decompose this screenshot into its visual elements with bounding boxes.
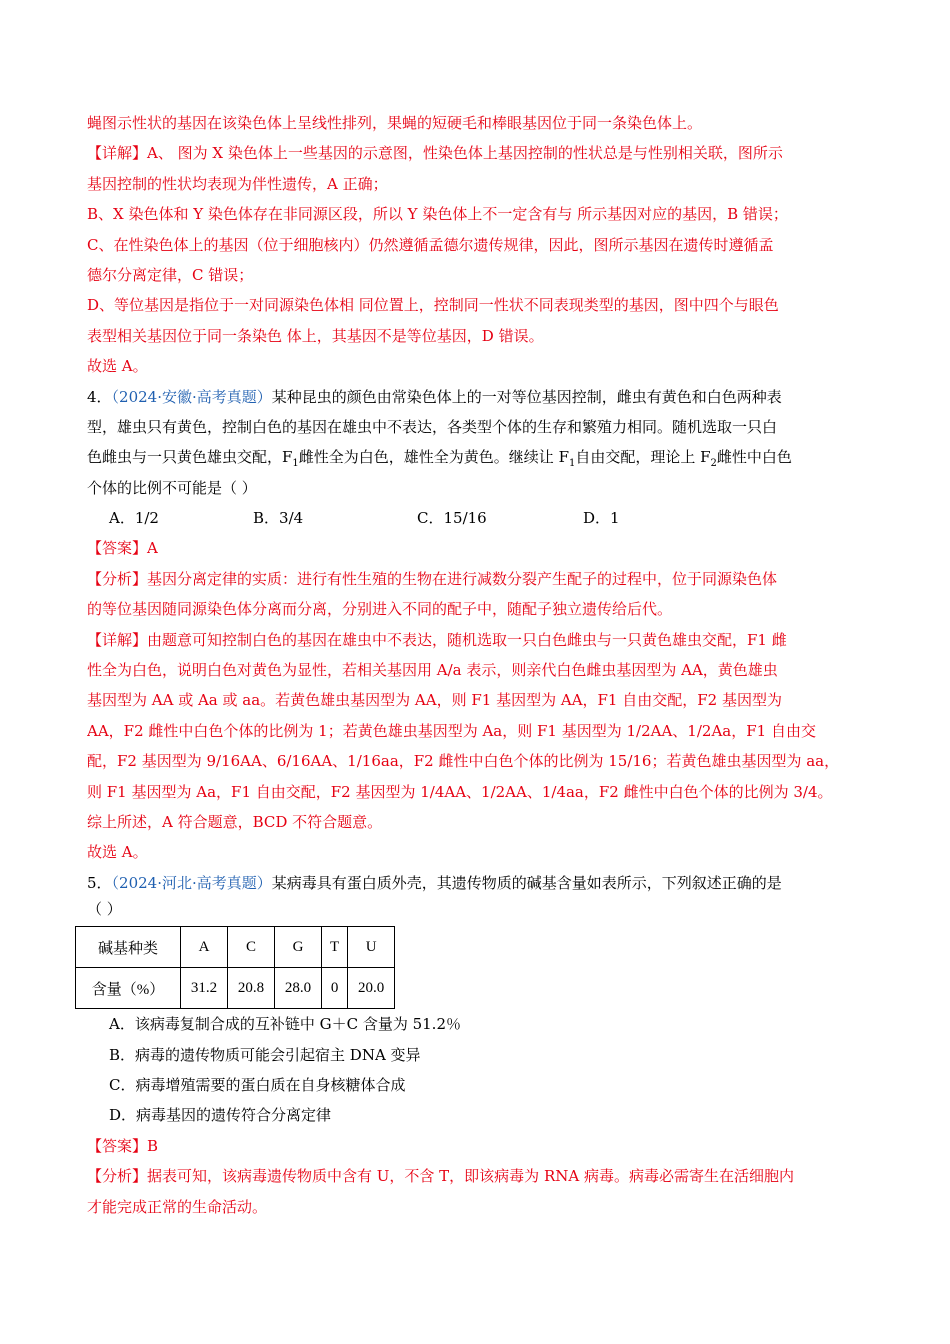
q4-stem-text: 雌性中白色 xyxy=(716,448,792,467)
table-cell: T xyxy=(322,927,348,968)
q4-detail-line: AA，F2 雌性中白色个体的比例为 1；若黄色雄虫基因型为 Aa，则 F1 基因型为 1/2AA、1/2Aa，F1 自由交 xyxy=(87,721,816,740)
q4-stem-text: 某种昆虫的颜色由常染色体上的一对等位基因控制，雌虫有黄色和白色两种表 xyxy=(271,387,782,406)
q4-option-a: A．1/2 xyxy=(109,509,159,528)
q4-stem-text: 自由交配，理论上 F xyxy=(575,448,711,467)
table-row xyxy=(76,968,395,1009)
table-cell: U xyxy=(348,927,395,968)
q3-detail-line: C、在性染色体上的基因（位于细胞核内）仍然遵循孟德尔遗传规律，因此，图所示基因在遗传时遵循孟 xyxy=(87,235,774,254)
table-cell: 28.0 xyxy=(275,968,322,1009)
q4-stem-line: 型，雄虫只有黄色，控制白色的基因在雄虫中不表达，各类型个体的生存和繁殖力相同。随机选取一只白 xyxy=(87,417,778,436)
q3-detail-line: 表型相关基因位于同一条染色 体上，其基因不是等位基因，D 错误。 xyxy=(87,326,544,345)
q4-option-b: B．3/4 xyxy=(253,509,304,528)
table-cell: 31.2 xyxy=(181,968,228,1009)
subscript: 1 xyxy=(292,458,299,470)
q4-source: （2024·安徽·高考真题） xyxy=(111,387,272,406)
table-cell: 碱基种类 xyxy=(76,927,181,968)
q5-stem-text: 某病毒具有蛋白质外壳，其遗传物质的碱基含量如表所示，下列叙述正确的是 xyxy=(271,873,782,892)
q3-detail-line: B、X 染色体和 Y 染色体存在非同源区段，所以 Y 染色体上不一定含有与 所示基因对应的基因，B 错误； xyxy=(87,205,788,224)
q5-stem-line: （ ） xyxy=(87,900,122,919)
document-page xyxy=(87,108,865,1222)
q5-analysis-line: 【分析】据表可知，该病毒遗传物质中含有 U，不含 T，即该病毒为 RNA 病毒。病毒必需寄生在活细胞内 xyxy=(87,1167,794,1186)
q5-option-b: B．病毒的遗传物质可能会引起宿主 DNA 变异 xyxy=(109,1045,421,1064)
q4-option-c: C．15/16 xyxy=(417,509,487,528)
table-cell: C xyxy=(228,927,275,968)
table-cell: A xyxy=(181,927,228,968)
table-cell: 20.0 xyxy=(348,968,395,1009)
q4-option-d: D．1 xyxy=(583,509,620,528)
q5-stem-line xyxy=(87,868,865,898)
subscript: 2 xyxy=(710,458,717,470)
q3-detail-line: 德尔分离定律，C 错误； xyxy=(87,265,254,284)
q5-source: （2024·河北·高考真题） xyxy=(111,873,272,892)
q4-options xyxy=(87,503,865,533)
q4-analysis-line: 【分析】基因分离定律的实质：进行有性生殖的生物在进行减数分裂产生配子的过程中，位于同源染色体 xyxy=(87,569,778,588)
q3-choice: 故选 A。 xyxy=(87,357,148,376)
base-content-table xyxy=(75,926,395,1009)
q4-stem-text: 雌性全为白色，雄性全为黄色。继续让 F xyxy=(298,448,569,467)
q4-answer: 【答案】A xyxy=(87,539,158,558)
table-header-row xyxy=(76,927,395,968)
q4-stem-line: 个体的比例不可能是（ ） xyxy=(87,478,257,497)
table-cell: 含量（%） xyxy=(76,968,181,1009)
q4-detail-line: 则 F1 基因型为 Aa，F1 自由交配，F2 基因型为 1/4AA、1/2AA、1/4aa，F2 雌性中白色个体的比例为 3/4。 xyxy=(87,782,833,801)
q4-number: 4． xyxy=(87,387,112,406)
q4-stem-line xyxy=(87,442,865,472)
q4-stem-text: 色雌虫与一只黄色雄虫交配，F xyxy=(87,448,293,467)
q3-detail-line: D、等位基因是指位于一对同源染色体相 同位置上，控制同一性状不同表现类型的基因，图中四个与眼色 xyxy=(87,296,779,315)
q4-detail-line: 基因型为 AA 或 Aa 或 aa。若黄色雄虫基因型为 AA，则 F1 基因型为 AA，F1 自由交配，F2 基因型为 xyxy=(87,691,782,710)
subscript: 1 xyxy=(568,458,576,470)
q4-analysis-line: 的等位基因随同源染色体分离而分离，分别进入不同的配子中，随配子独立遗传给后代。 xyxy=(87,600,673,619)
table-cell: G xyxy=(275,927,322,968)
q5-option-d: D．病毒基因的遗传符合分离定律 xyxy=(109,1106,332,1125)
q4-detail-line: 【详解】由题意可知控制白色的基因在雄虫中不表达，随机选取一只白色雌虫与一只黄色雄虫交配，F1 雌 xyxy=(87,630,787,649)
table-cell: 0 xyxy=(322,968,348,1009)
table-cell: 20.8 xyxy=(228,968,275,1009)
q4-detail-line: 综上所述，A 符合题意，BCD 不符合题意。 xyxy=(87,812,383,831)
q5-option-a: A．该病毒复制合成的互补链中 G＋C 含量为 51.2％ xyxy=(109,1015,461,1034)
q4-detail-line: 配，F2 基因型为 9/16AA、6/16AA、1/16aa，F2 雌性中白色个体的比例为 15/16；若黄色雄虫基因型为 aa， xyxy=(87,752,840,771)
q4-choice: 故选 A。 xyxy=(87,843,148,862)
q5-number: 5． xyxy=(87,873,112,892)
q4-detail-line: 性全为白色，说明白色对黄色为显性，若相关基因用 A/a 表示，则亲代白色雌虫基因型为 AA，黄色雄虫 xyxy=(87,661,778,680)
q3-text-line: 蝇图示性状的基因在该染色体上呈线性排列，果蝇的短硬毛和棒眼基因位于同一条染色体上。 xyxy=(87,114,703,132)
q3-detail-line: 基因控制的性状均表现为伴性遗传，A 正确； xyxy=(87,174,388,193)
q3-detail-line: 【详解】A、 图为 X 染色体上一些基因的示意图，性染色体上基因控制的性状总是与性别相关联，图所示 xyxy=(87,144,783,163)
q5-analysis-line: 才能完成正常的生命活动。 xyxy=(87,1197,268,1216)
q5-option-c: C．病毒增殖需要的蛋白质在自身核糖体合成 xyxy=(109,1075,406,1094)
q4-stem-line xyxy=(87,382,865,412)
q5-answer: 【答案】B xyxy=(87,1136,159,1155)
